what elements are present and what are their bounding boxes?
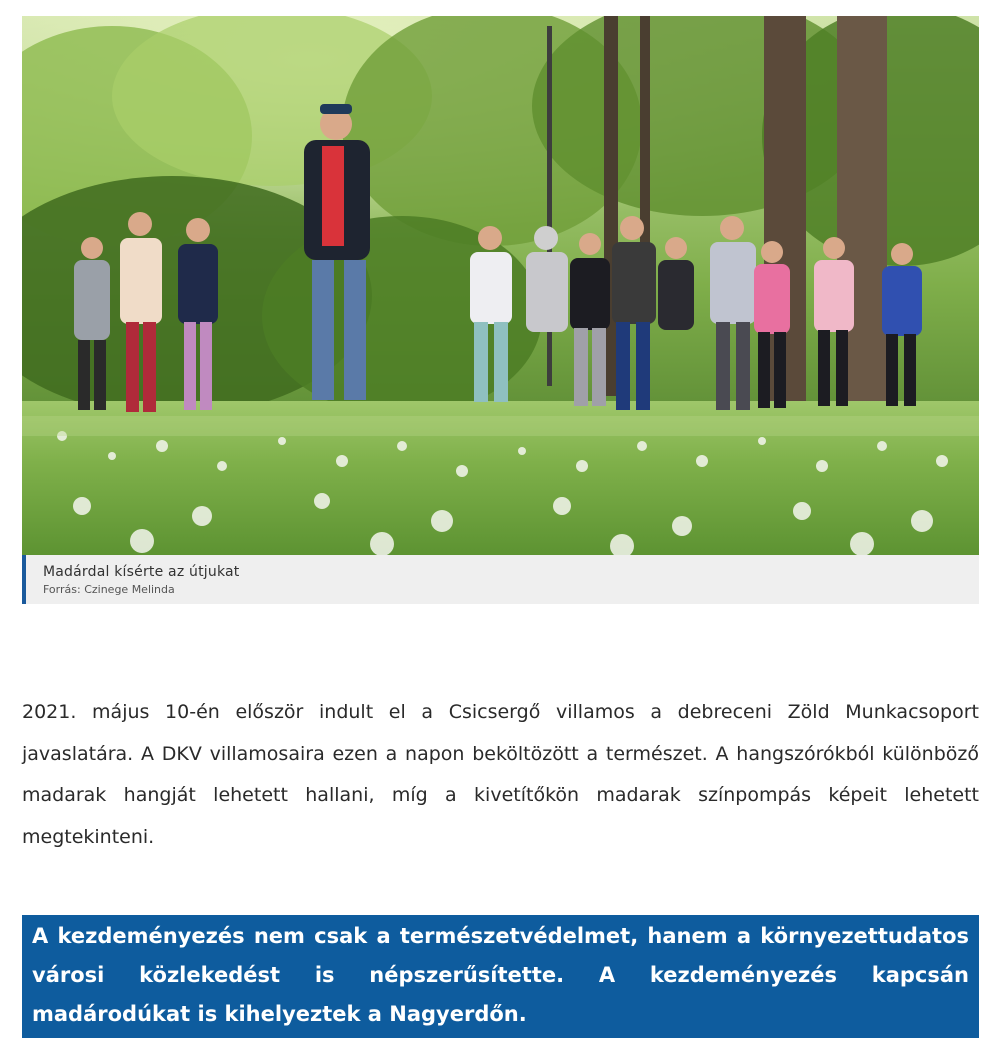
highlight-quote: A kezdeményezés nem csak a természetvédelmet, hanem a környezettudatos városi közlekedést is népszerűsítette. A kezdeményezés kapcsán madárodúkat is kihelyeztek a Nagyerdőn. (22, 915, 979, 1038)
caption-title: Madárdal kísérte az útjukat (43, 564, 240, 580)
photo-image (22, 16, 979, 555)
photo-caption (22, 555, 979, 604)
caption-source: Forrás: Czinege Melinda (43, 583, 175, 596)
article-photo[interactable] (22, 16, 979, 555)
article-paragraph: 2021. május 10-én először indult el a Csicsergő villamos a debreceni Zöld Munkacsoport javaslatára. A DKV villamosaira ezen a napon beköltözött a természet. A hangszórókból különböző madarak hangját lehetett hallani, míg a kivetítőkön madarak színpompás képeit lehetett megtekinteni. (22, 701, 979, 848)
article (22, 16, 979, 1038)
